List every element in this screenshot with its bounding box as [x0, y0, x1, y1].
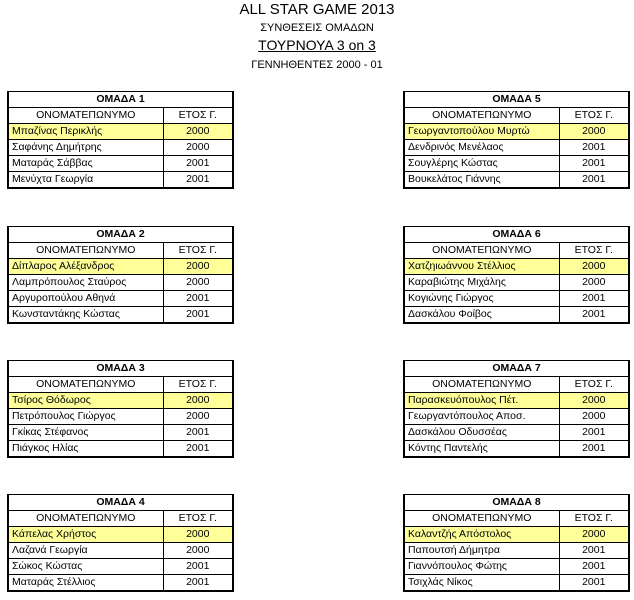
player-name: Δασκάλου Οδυσσέας — [404, 425, 559, 441]
player-year: 2001 — [559, 140, 629, 156]
player-year: 2000 — [559, 409, 629, 425]
player-year: 2000 — [163, 409, 233, 425]
player-year: 2001 — [559, 441, 629, 458]
player-year: 2000 — [559, 275, 629, 291]
team-table-3 — [7, 360, 234, 458]
player-name: Παρασκευόπουλος Πέτ. — [404, 393, 559, 409]
player-row — [8, 559, 233, 575]
column-header-year: ΕΤΟΣ Γ. — [559, 108, 629, 124]
column-header-year: ΕΤΟΣ Γ. — [163, 377, 233, 393]
player-row — [404, 393, 629, 409]
player-year: 2001 — [559, 291, 629, 307]
player-row — [404, 441, 629, 458]
player-row — [404, 559, 629, 575]
team-table-8 — [403, 494, 630, 592]
player-row — [404, 527, 629, 543]
team-table-6 — [403, 226, 630, 324]
player-row — [8, 156, 233, 172]
player-year: 2000 — [559, 259, 629, 275]
player-name: Μπαζίνας Περικλής — [8, 124, 163, 140]
player-name: Κάπελας Χρήστος — [8, 527, 163, 543]
player-name: Βουκελάτος Γιάννης — [404, 172, 559, 189]
player-year: 2000 — [559, 393, 629, 409]
player-year: 2000 — [559, 527, 629, 543]
player-row — [8, 543, 233, 559]
player-name: Γεωργαντόπουλος Αποσ. — [404, 409, 559, 425]
player-row — [8, 425, 233, 441]
player-row — [8, 441, 233, 458]
tournament-title: ΤΟΥΡΝΟΥΑ 3 on 3 — [258, 37, 376, 53]
player-name: Τσιχλάς Νίκος — [404, 575, 559, 592]
player-row — [404, 543, 629, 559]
player-row — [404, 575, 629, 592]
team-table-5 — [403, 91, 630, 189]
player-year: 2000 — [163, 543, 233, 559]
player-year: 2000 — [163, 140, 233, 156]
team-name: ΟΜΑΔΑ 7 — [404, 361, 629, 377]
player-year: 2001 — [163, 307, 233, 324]
column-header-year: ΕΤΟΣ Γ. — [559, 511, 629, 527]
player-row — [404, 409, 629, 425]
column-header-year: ΕΤΟΣ Γ. — [559, 377, 629, 393]
player-row — [8, 527, 233, 543]
player-name: Παπουτσή Δήμητρα — [404, 543, 559, 559]
player-row — [8, 259, 233, 275]
player-year: 2000 — [163, 393, 233, 409]
page-title: ALL STAR GAME 2013 — [239, 1, 395, 18]
player-row — [404, 124, 629, 140]
player-name: Λαμπρόπουλος Σταύρος — [8, 275, 163, 291]
player-name: Μενύχτα Γεωργία — [8, 172, 163, 189]
player-name: Γεωργαντοπούλου Μυρτώ — [404, 124, 559, 140]
birth-years: ΓΕΝΝΗΘΕΝΤΕΣ 2000 - 01 — [251, 59, 383, 71]
player-row — [8, 291, 233, 307]
column-header-name: ΟΝΟΜΑΤΕΠΩΝΥΜΟ — [8, 377, 163, 393]
column-header-year: ΕΤΟΣ Γ. — [559, 243, 629, 259]
player-year: 2000 — [163, 275, 233, 291]
player-row — [404, 275, 629, 291]
player-year: 2001 — [559, 559, 629, 575]
player-name: Ματαράς Σάββας — [8, 156, 163, 172]
player-year: 2001 — [163, 156, 233, 172]
player-row — [404, 156, 629, 172]
player-row — [8, 393, 233, 409]
player-year: 2001 — [559, 156, 629, 172]
player-name: Λαζανά Γεωργία — [8, 543, 163, 559]
player-row — [404, 291, 629, 307]
player-name: Δενδρινός Μενέλαος — [404, 140, 559, 156]
team-name: ΟΜΑΔΑ 2 — [8, 227, 233, 243]
player-row — [8, 575, 233, 592]
player-row — [8, 409, 233, 425]
player-year: 2001 — [163, 425, 233, 441]
team-table-4 — [7, 494, 234, 592]
column-header-year: ΕΤΟΣ Γ. — [163, 108, 233, 124]
player-year: 2001 — [559, 307, 629, 324]
player-row — [404, 425, 629, 441]
player-name: Γιαννόπουλος Φώτης — [404, 559, 559, 575]
team-name: ΟΜΑΔΑ 3 — [8, 361, 233, 377]
player-row — [404, 172, 629, 189]
player-year: 2001 — [559, 575, 629, 592]
player-name: Ματαράς Στέλλιος — [8, 575, 163, 592]
player-row — [8, 307, 233, 324]
player-name: Πετρόπουλος Γιώργος — [8, 409, 163, 425]
player-name: Κωνσταντάκης Κώστας — [8, 307, 163, 324]
player-name: Κογιώνης Γιώργος — [404, 291, 559, 307]
player-name: Σαφάνης Δημήτρης — [8, 140, 163, 156]
player-year: 2001 — [163, 172, 233, 189]
player-year: 2001 — [163, 559, 233, 575]
player-name: Σώκος Κώστας — [8, 559, 163, 575]
team-name: ΟΜΑΔΑ 4 — [8, 495, 233, 511]
player-year: 2001 — [163, 575, 233, 592]
team-name: ΟΜΑΔΑ 6 — [404, 227, 629, 243]
player-row — [404, 307, 629, 324]
player-year: 2000 — [163, 124, 233, 140]
team-table-2 — [7, 226, 234, 324]
player-year: 2000 — [163, 527, 233, 543]
column-header-name: ΟΝΟΜΑΤΕΠΩΝΥΜΟ — [404, 377, 559, 393]
player-name: Δασκάλου Φοίβος — [404, 307, 559, 324]
player-year: 2001 — [559, 172, 629, 189]
team-name: ΟΜΑΔΑ 5 — [404, 92, 629, 108]
player-name: Γκίκας Στέφανος — [8, 425, 163, 441]
player-name: Σουγλέρης Κώστας — [404, 156, 559, 172]
player-name: Τσίρος Θόδωρος — [8, 393, 163, 409]
player-name: Χατζηιωάννου Στέλλιος — [404, 259, 559, 275]
player-year: 2001 — [559, 425, 629, 441]
player-name: Καλαντζής Απόστολος — [404, 527, 559, 543]
player-name: Δίπλαρος Αλέξανδρος — [8, 259, 163, 275]
column-header-name: ΟΝΟΜΑΤΕΠΩΝΥΜΟ — [404, 511, 559, 527]
column-header-name: ΟΝΟΜΑΤΕΠΩΝΥΜΟ — [404, 108, 559, 124]
column-header-name: ΟΝΟΜΑΤΕΠΩΝΥΜΟ — [8, 243, 163, 259]
page-subtitle: ΣΥΝΘΕΣΕΙΣ ΟΜΑΔΩΝ — [260, 22, 374, 34]
player-row — [8, 140, 233, 156]
team-name: ΟΜΑΔΑ 8 — [404, 495, 629, 511]
team-table-1 — [7, 91, 234, 189]
player-name: Πιάγκος Ηλίας — [8, 441, 163, 458]
column-header-year: ΕΤΟΣ Γ. — [163, 243, 233, 259]
player-year: 2001 — [163, 441, 233, 458]
player-name: Αργυροπούλου Αθηνά — [8, 291, 163, 307]
team-name: ΟΜΑΔΑ 1 — [8, 92, 233, 108]
player-year: 2001 — [559, 543, 629, 559]
column-header-name: ΟΝΟΜΑΤΕΠΩΝΥΜΟ — [404, 243, 559, 259]
player-row — [8, 275, 233, 291]
player-name: Κόντης Παντελής — [404, 441, 559, 458]
player-row — [404, 140, 629, 156]
column-header-year: ΕΤΟΣ Γ. — [163, 511, 233, 527]
player-name: Καραβιώτης Μιχάλης — [404, 275, 559, 291]
column-header-name: ΟΝΟΜΑΤΕΠΩΝΥΜΟ — [8, 511, 163, 527]
column-header-name: ΟΝΟΜΑΤΕΠΩΝΥΜΟ — [8, 108, 163, 124]
player-row — [404, 259, 629, 275]
player-row — [8, 172, 233, 189]
team-table-7 — [403, 360, 630, 458]
player-year: 2000 — [559, 124, 629, 140]
player-row — [8, 124, 233, 140]
player-year: 2001 — [163, 291, 233, 307]
player-year: 2000 — [163, 259, 233, 275]
